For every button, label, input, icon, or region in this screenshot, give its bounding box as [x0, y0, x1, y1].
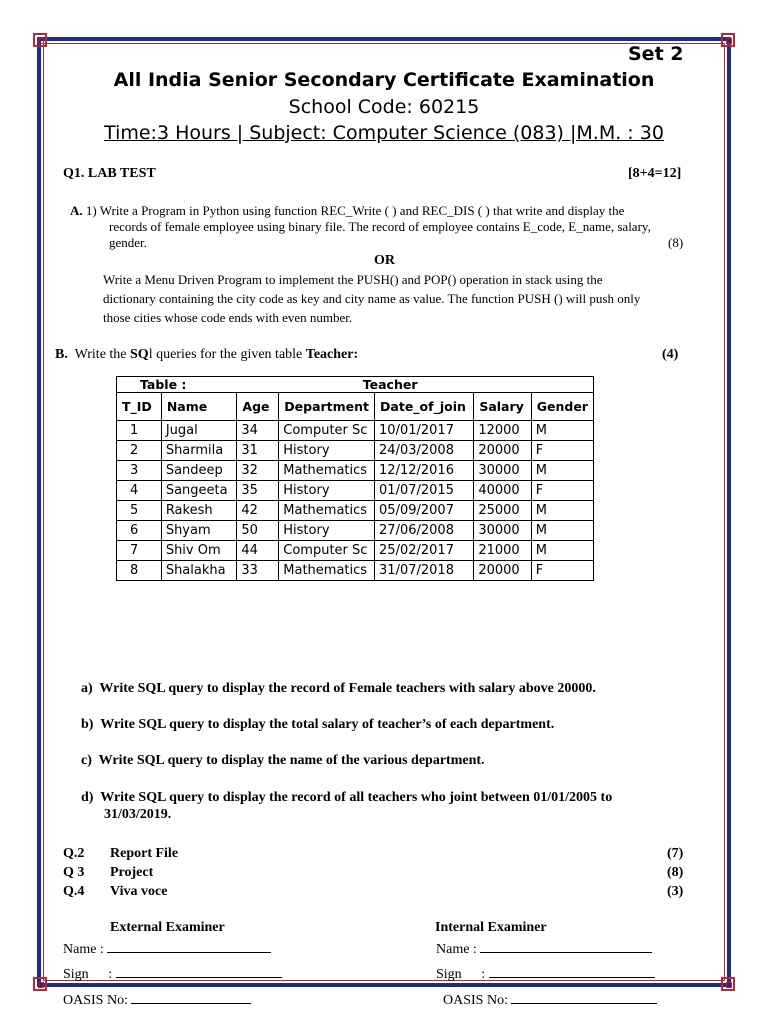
part-b-pre: Write the — [74, 347, 131, 362]
query-text: Write SQL query to display the record of all teachers who joint between 01/01/2005 to — [100, 790, 613, 805]
external-oasis-field[interactable] — [131, 989, 251, 1004]
query-text: Write SQL query to display the name of the various department. — [98, 753, 485, 768]
table-cell: 50 — [237, 521, 279, 541]
part-a-line-1 — [70, 203, 624, 219]
table-cell: 2 — [117, 441, 162, 461]
external-sign-row — [63, 963, 282, 983]
table-cell: 20000 — [474, 441, 531, 461]
external-sign-label: Sign — [63, 967, 89, 982]
table-row — [117, 421, 594, 441]
internal-sign-colon: : — [481, 967, 486, 982]
part-a-marks: (8) — [668, 235, 684, 250]
teacher-table — [116, 376, 594, 581]
q2-title: Report File — [110, 846, 179, 861]
external-sign-field[interactable] — [116, 963, 282, 978]
column-header: T_ID — [117, 393, 162, 421]
column-header: Date_of_join — [375, 393, 474, 421]
part-b-bold-sq: SQ — [130, 347, 149, 362]
internal-examiner-heading: Internal Examiner — [435, 920, 547, 935]
external-name-field[interactable] — [107, 938, 271, 953]
table-cell: F — [531, 441, 593, 461]
table-cell: Shyam — [161, 521, 237, 541]
table-cell: 10/01/2017 — [375, 421, 474, 441]
query-d — [81, 790, 612, 806]
school-code: School Code: 60215 — [288, 96, 480, 118]
table-row — [117, 501, 594, 521]
column-header: Name — [161, 393, 237, 421]
table-body — [117, 421, 594, 581]
q3-marks: (8) — [667, 865, 684, 880]
table-cell: 30000 — [474, 461, 531, 481]
part-a-label: A. — [70, 203, 83, 218]
table-cell: History — [279, 441, 375, 461]
table-cell: Shalakha — [161, 561, 237, 581]
query-d-continued: 31/03/2019. — [104, 807, 172, 822]
internal-sign-row — [436, 963, 655, 983]
table-cell: 01/07/2015 — [375, 481, 474, 501]
part-a-text-2c: those cities whose code ends with even number. — [103, 310, 353, 325]
q1-label: . LAB TEST — [80, 166, 156, 181]
q2-marks: (7) — [667, 846, 684, 861]
corner-ornament-top-right — [721, 33, 735, 47]
internal-name-label: Name : — [436, 942, 477, 957]
q4-marks: (3) — [667, 884, 684, 899]
table-caption-label: Table : — [140, 377, 187, 392]
table-cell: 31/07/2018 — [375, 561, 474, 581]
exam-title: All India Senior Secondary Certificate Examination — [113, 69, 655, 91]
internal-name-field[interactable] — [480, 938, 652, 953]
part-b-mid: l queries for the given table — [148, 347, 306, 362]
internal-oasis-field[interactable] — [511, 989, 657, 1004]
q4-number: Q.4 — [63, 884, 85, 899]
q1-heading — [63, 166, 156, 182]
part-a-text-2a: Write a Menu Driven Program to implement the PUSH() and POP() operation in stack using the — [103, 272, 603, 287]
external-examiner-heading: External Examiner — [110, 920, 225, 935]
external-name-row — [63, 938, 271, 958]
table-caption-name: Teacher — [362, 377, 418, 392]
table-cell: F — [531, 561, 593, 581]
query-label: b) — [81, 717, 94, 732]
column-header: Gender — [531, 393, 593, 421]
column-header: Salary — [474, 393, 531, 421]
column-header: Age — [237, 393, 279, 421]
table-cell: M — [531, 521, 593, 541]
table-cell: M — [531, 461, 593, 481]
table-cell: M — [531, 541, 593, 561]
query-label: d) — [81, 790, 94, 805]
table-cell: 25/02/2017 — [375, 541, 474, 561]
query-text: Write SQL query to display the total salary of teacher’s of each department. — [100, 717, 555, 732]
table-cell: Jugal — [161, 421, 237, 441]
table-header-row — [117, 393, 594, 421]
query-text: Write SQL query to display the record of Female teachers with salary above 20000. — [99, 681, 596, 696]
table-cell: 05/09/2007 — [375, 501, 474, 521]
query-label: a) — [81, 681, 93, 696]
table-caption — [117, 377, 594, 393]
part-a-text-2b: dictionary containing the city code as key and city name as value. The function PUSH () will push only — [103, 291, 641, 306]
set-label: Set 2 — [628, 43, 684, 65]
internal-sign-field[interactable] — [489, 963, 655, 978]
q1-marks: [8+4=12] — [628, 166, 682, 181]
table-caption-row — [117, 377, 594, 393]
external-oasis-row — [63, 989, 251, 1009]
q2-number: Q.2 — [63, 846, 85, 861]
part-a-text-1b: records of female employee using binary file. The record of employee contains E_code, E_name, salary, — [109, 219, 651, 234]
table-row — [117, 521, 594, 541]
part-b-marks: (4) — [662, 347, 679, 362]
q1-number: Q1 — [63, 166, 81, 181]
corner-ornament-bottom-left — [33, 977, 47, 991]
query-label: c) — [81, 753, 92, 768]
internal-name-row — [436, 938, 652, 958]
table-cell: 27/06/2008 — [375, 521, 474, 541]
query-b — [81, 717, 554, 733]
internal-oasis-label: OASIS No: — [443, 993, 508, 1008]
table-cell: Mathematics — [279, 461, 375, 481]
table-cell: History — [279, 521, 375, 541]
part-b-table-name: Teacher: — [305, 347, 359, 362]
table-cell: History — [279, 481, 375, 501]
part-b-label: B. — [55, 347, 68, 362]
part-a-text-1a: 1) Write a Program in Python using function REC_Write ( ) and REC_DIS ( ) that write and display the — [85, 203, 625, 218]
table-cell: 42 — [237, 501, 279, 521]
table-cell: Mathematics — [279, 501, 375, 521]
table-cell: Sangeeta — [161, 481, 237, 501]
query-a — [81, 681, 596, 697]
q4-title: Viva voce — [110, 884, 168, 899]
corner-ornament-bottom-right — [721, 977, 735, 991]
internal-sign-label: Sign — [436, 967, 462, 982]
table-cell: 20000 — [474, 561, 531, 581]
table-cell: 21000 — [474, 541, 531, 561]
query-c — [81, 753, 485, 769]
external-oasis-label: OASIS No: — [63, 993, 128, 1008]
or-separator: OR — [374, 253, 395, 268]
table-cell: 40000 — [474, 481, 531, 501]
table-row — [117, 541, 594, 561]
table-cell: Shiv Om — [161, 541, 237, 561]
q3-title: Project — [110, 865, 154, 880]
table-cell: 24/03/2008 — [375, 441, 474, 461]
other-questions — [63, 846, 693, 906]
table-cell: 3 — [117, 461, 162, 481]
external-sign-colon: : — [108, 967, 113, 982]
table-row — [117, 561, 594, 581]
table-cell: 8 — [117, 561, 162, 581]
table-cell: Sharmila — [161, 441, 237, 461]
table-cell: 7 — [117, 541, 162, 561]
table-cell: M — [531, 421, 593, 441]
table-row — [117, 481, 594, 501]
table-cell: Mathematics — [279, 561, 375, 581]
table-cell: 35 — [237, 481, 279, 501]
table-cell: 31 — [237, 441, 279, 461]
column-header: Department — [279, 393, 375, 421]
table-cell: 25000 — [474, 501, 531, 521]
external-name-label: Name : — [63, 942, 104, 957]
table-row — [117, 441, 594, 461]
table-cell: 6 — [117, 521, 162, 541]
corner-ornament-top-left — [33, 33, 47, 47]
table-cell: 1 — [117, 421, 162, 441]
table-cell: 5 — [117, 501, 162, 521]
table-cell: Rakesh — [161, 501, 237, 521]
table-cell: 12000 — [474, 421, 531, 441]
table-cell: Computer Sc — [279, 541, 375, 561]
table-cell: 32 — [237, 461, 279, 481]
table-cell: 44 — [237, 541, 279, 561]
table-cell: 33 — [237, 561, 279, 581]
internal-oasis-row — [443, 989, 657, 1009]
table-cell: 30000 — [474, 521, 531, 541]
q3-number: Q 3 — [63, 865, 85, 880]
table-cell: F — [531, 481, 593, 501]
table-cell: 12/12/2016 — [375, 461, 474, 481]
table-cell: 34 — [237, 421, 279, 441]
exam-info-line: Time:3 Hours | Subject: Computer Science (083) |M.M. : 30 — [104, 122, 664, 144]
table-cell: M — [531, 501, 593, 521]
part-b-line — [55, 347, 358, 363]
table-row — [117, 461, 594, 481]
part-a-text-1c: gender. — [109, 235, 147, 250]
table-cell: 4 — [117, 481, 162, 501]
table-cell: Sandeep — [161, 461, 237, 481]
table-cell: Computer Sc — [279, 421, 375, 441]
